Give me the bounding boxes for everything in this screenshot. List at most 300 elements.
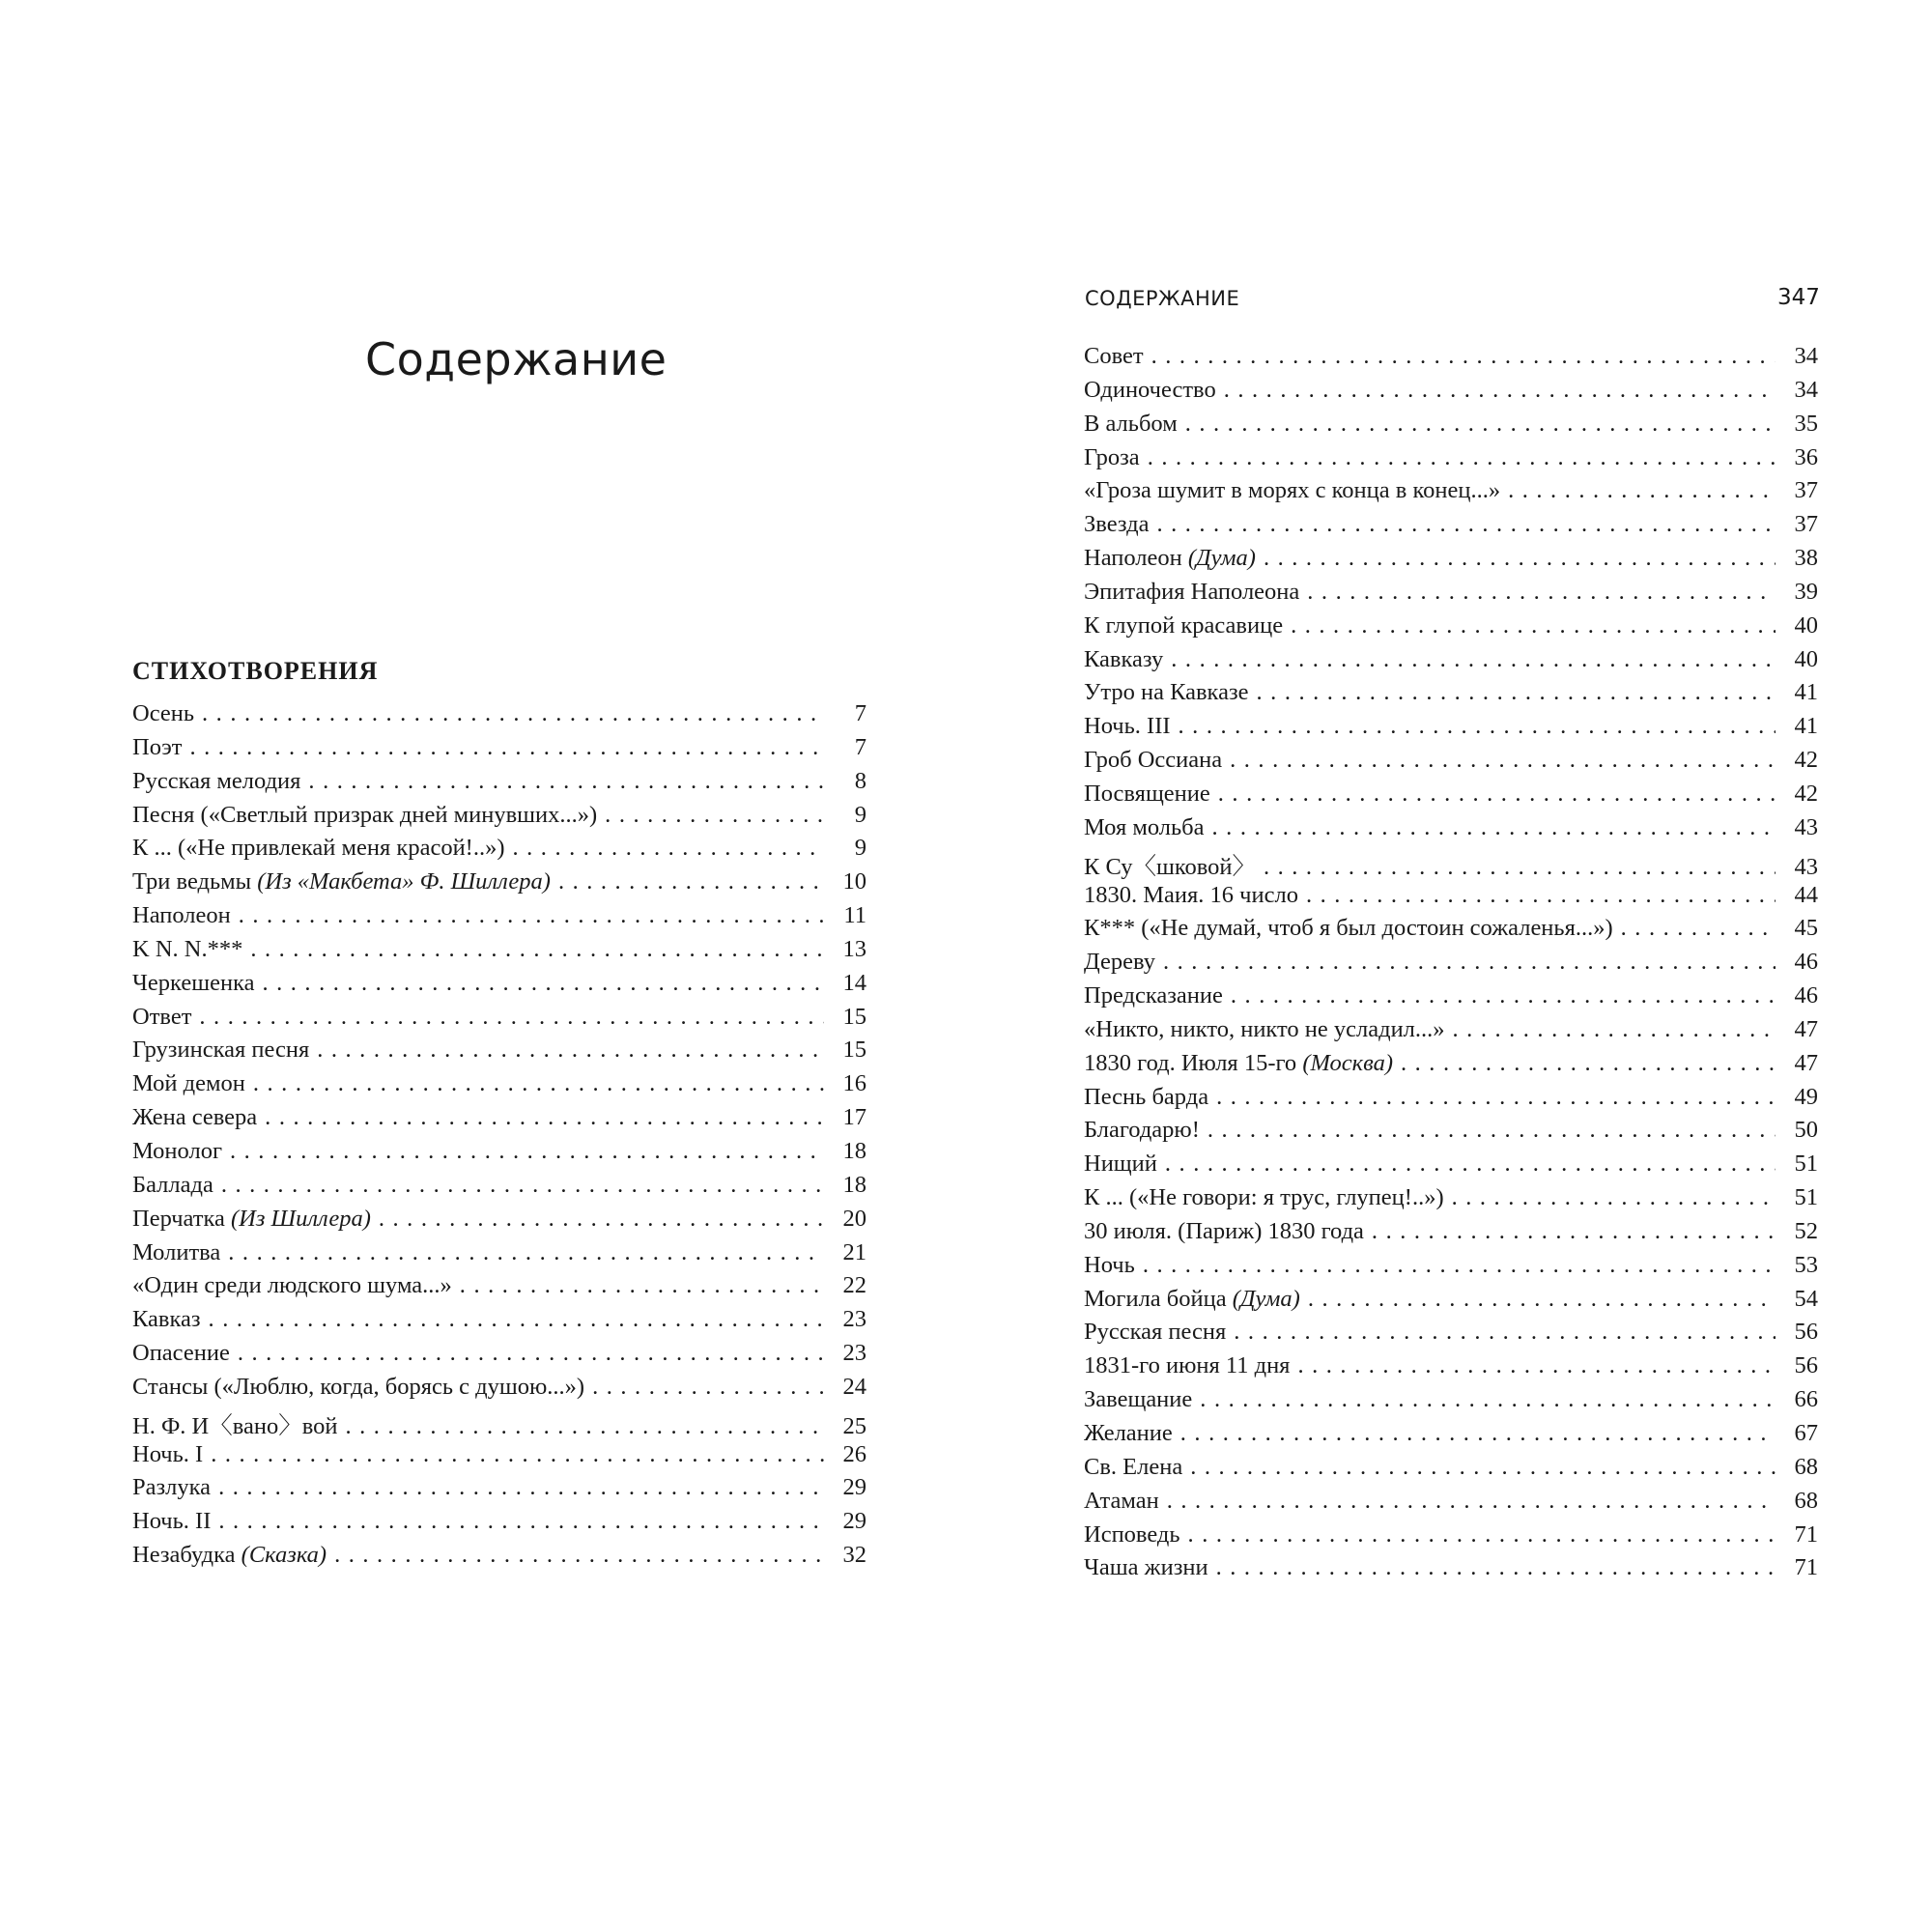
toc-entry-page: 9	[854, 801, 867, 828]
toc-entry-title-text: Жена севера	[132, 1104, 258, 1131]
toc-entry-title	[132, 734, 182, 761]
toc-entry-note: (Дума)	[1187, 545, 1256, 572]
toc-entry-title	[1084, 1521, 1180, 1548]
toc-entry-title-text: Незабудка	[132, 1542, 242, 1569]
toc-entry	[1084, 1521, 1818, 1555]
toc-entry-title	[132, 700, 194, 727]
toc-entry	[1084, 1352, 1818, 1386]
toc-entry-title	[1084, 477, 1500, 504]
dot-leader	[1224, 377, 1776, 404]
dot-leader	[1452, 1184, 1776, 1211]
toc-entry	[1084, 444, 1818, 478]
toc-entry-title	[132, 1306, 201, 1333]
toc-entry-page: 13	[842, 935, 867, 962]
dot-leader	[209, 1306, 824, 1333]
toc-entry-title	[1084, 444, 1140, 471]
toc-entry-title	[132, 1138, 222, 1165]
toc-entry-page: 10	[842, 868, 867, 895]
toc-entry	[1084, 612, 1818, 646]
dot-leader	[1297, 1352, 1776, 1379]
toc-entry-title-text: «Никто, никто, никто не усладил...»	[1084, 1015, 1445, 1042]
dot-leader	[1291, 612, 1776, 639]
toc-entry	[1084, 1050, 1818, 1084]
toc-entry-title	[132, 1508, 211, 1535]
toc-entry-page: 14	[842, 969, 867, 996]
toc-entry-title	[1084, 1184, 1444, 1211]
toc-entry-page: 9	[854, 835, 867, 862]
toc-entry-page: 42	[1794, 747, 1818, 774]
dot-leader	[346, 1413, 825, 1440]
toc-entry-page: 46	[1794, 982, 1818, 1009]
running-head: СОДЕРЖАНИЕ	[1085, 287, 1240, 310]
toc-entry-page: 35	[1794, 410, 1818, 437]
toc-entry	[1084, 1454, 1818, 1488]
toc-entry-title	[132, 1206, 371, 1233]
toc-entry-title	[1084, 1454, 1182, 1481]
toc-entry-title-text: Предсказание	[1084, 982, 1223, 1009]
toc-entry-page: 50	[1794, 1117, 1818, 1144]
toc-entry	[1084, 1252, 1818, 1286]
toc-entry-title	[132, 1474, 211, 1501]
toc-entry	[132, 1138, 867, 1172]
dot-leader	[1190, 1454, 1776, 1481]
toc-entry-page: 45	[1794, 915, 1818, 942]
toc-entry-title-text: Молитва	[132, 1238, 221, 1265]
toc-entry	[132, 1206, 867, 1239]
toc-entry-title	[1084, 612, 1283, 639]
toc-entry-title-text: К ... («Не говори: я трус, глупец!..»)	[1084, 1184, 1444, 1211]
toc-entry-note: (Из Шиллера)	[231, 1205, 371, 1232]
toc-entry-title	[132, 970, 254, 997]
right-page	[966, 0, 1932, 1932]
toc-entry-page: 17	[842, 1104, 867, 1131]
toc-entry-title-text: К*** («Не думай, чтоб я был достоин сожаленья...»)	[1084, 915, 1613, 942]
toc-entry-page: 44	[1794, 881, 1818, 908]
dot-leader	[1264, 854, 1776, 881]
toc-entry-title	[1084, 1319, 1226, 1346]
toc-entry-title-text: Благодарю!	[1084, 1117, 1200, 1144]
toc-entry	[1084, 1319, 1818, 1352]
toc-entry-title	[1084, 1117, 1200, 1144]
dot-leader	[189, 734, 824, 761]
dot-leader	[1306, 882, 1776, 909]
dot-leader	[1372, 1218, 1776, 1245]
dot-leader	[513, 835, 825, 862]
dot-leader	[1401, 1050, 1776, 1077]
toc-entry-title	[1084, 1084, 1208, 1111]
toc-entry-title	[1084, 747, 1222, 774]
dot-leader	[1621, 915, 1776, 942]
toc-entry	[132, 1340, 867, 1374]
toc-entry-page: 29	[842, 1508, 867, 1535]
toc-entry-title-text: Наполеон	[132, 902, 231, 929]
toc-entry-title-text: Атаман	[1084, 1487, 1159, 1514]
toc-entry-page: 43	[1794, 853, 1818, 880]
toc-entry-page: 52	[1794, 1217, 1818, 1244]
toc-entry-title	[1084, 781, 1210, 808]
toc-entry-page: 20	[842, 1205, 867, 1232]
toc-entry-title	[132, 868, 551, 895]
toc-entry-page: 32	[842, 1542, 867, 1569]
toc-entry-title-text: Мой демон	[132, 1070, 245, 1097]
toc-entry	[1084, 511, 1818, 545]
toc-entry	[132, 1508, 867, 1542]
toc-entry	[1084, 1016, 1818, 1050]
toc-entry	[132, 936, 867, 970]
toc-entry-page: 53	[1794, 1251, 1818, 1278]
dot-leader	[1165, 1151, 1776, 1178]
toc-entry-title-text: Нищий	[1084, 1151, 1157, 1178]
toc-entry-page: 66	[1794, 1386, 1818, 1413]
toc-entry	[132, 868, 867, 902]
dot-leader	[1264, 545, 1776, 572]
toc-entry-title	[1084, 1286, 1300, 1313]
toc-entry-title-text: 1830. Маия. 16 число	[1084, 881, 1298, 908]
toc-entry-page: 56	[1794, 1352, 1818, 1379]
toc-entry-page: 23	[842, 1306, 867, 1333]
toc-entry	[132, 1441, 867, 1475]
toc-entry-title-text: Песня («Светлый призрак дней минувших...»)	[132, 801, 598, 828]
toc-entry	[132, 835, 867, 868]
toc-entry-title	[1084, 848, 1256, 882]
toc-entry-title-text: Кавказу	[1084, 645, 1164, 672]
dot-leader	[211, 1441, 824, 1468]
toc-entry-note: (Дума)	[1232, 1285, 1300, 1312]
dot-leader	[1167, 1488, 1776, 1515]
toc-entry-page: 22	[842, 1272, 867, 1299]
toc-entry-title-text: К глупой красавице	[1084, 611, 1284, 639]
dot-leader	[1508, 477, 1776, 504]
toc-entry-title	[132, 835, 505, 862]
toc-entry-title-text: «Один среди людского шума...»	[132, 1272, 452, 1299]
toc-entry-title-text: Моя мольба	[1084, 813, 1205, 840]
toc-entry-title-text: Разлука	[132, 1474, 212, 1501]
dot-leader	[1185, 411, 1776, 438]
toc-entry-title	[1084, 814, 1205, 841]
toc-entry-title-text: Совет	[1084, 343, 1144, 369]
toc-entry-title	[132, 1239, 220, 1266]
toc-entry-title-text: 30 июля. (Париж) 1830 года	[1084, 1217, 1364, 1244]
toc-entry-title-text: Гроза	[1084, 443, 1140, 470]
toc-entry-title	[132, 1172, 213, 1199]
toc-entry-page: 43	[1794, 813, 1818, 840]
toc-entry-title	[1084, 1218, 1364, 1245]
dot-leader	[1171, 646, 1776, 673]
dot-leader	[317, 1037, 824, 1064]
toc-entry-title-text: Монолог	[132, 1137, 222, 1164]
toc-entry	[1084, 411, 1818, 444]
dot-leader	[1163, 949, 1776, 976]
toc-entry-title	[1084, 579, 1299, 606]
toc-entry-title	[1084, 1151, 1157, 1178]
toc-entry-title	[1084, 1252, 1135, 1279]
dot-leader	[308, 768, 824, 795]
toc-entry-title-text: Завещание	[1084, 1386, 1193, 1413]
toc-entry	[132, 1172, 867, 1206]
toc-entry-title-text: Кавказ	[132, 1306, 201, 1333]
toc-entry-page: 34	[1794, 376, 1818, 403]
toc-entry-title-text: К ... («Не привлекай меня красой!..»)	[132, 835, 505, 862]
toc-entry-title-text: Три ведьмы	[132, 868, 258, 895]
toc-entry	[1084, 1286, 1818, 1320]
page-number: 347	[1777, 285, 1820, 310]
toc-entry-title-text: Чаша жизни	[1084, 1554, 1208, 1581]
toc-entry	[132, 970, 867, 1004]
toc-entry-page: 7	[854, 700, 867, 726]
dot-leader	[202, 700, 824, 727]
toc-entry	[1084, 781, 1818, 814]
toc-entry	[132, 1004, 867, 1037]
toc-entry-title-text: Ночь	[1084, 1251, 1135, 1278]
toc-entry	[132, 1037, 867, 1070]
toc-list-right	[1084, 343, 1818, 1588]
toc-entry	[132, 700, 867, 734]
toc-entry-page: 40	[1794, 645, 1818, 672]
toc-entry-page: 29	[842, 1474, 867, 1501]
toc-entry-title	[132, 936, 242, 963]
toc-entry-title-text: Грузинская песня	[132, 1037, 310, 1064]
toc-entry	[1084, 1151, 1818, 1184]
toc-entry	[1084, 1386, 1818, 1420]
toc-entry-page: 36	[1794, 443, 1818, 470]
toc-entry-title	[132, 1004, 191, 1031]
toc-entry	[1084, 477, 1818, 511]
dot-leader	[1179, 713, 1776, 740]
toc-entry-page: 47	[1794, 1015, 1818, 1042]
toc-entry-title-text: Стансы («Люблю, когда, борясь с душою...»)	[132, 1373, 585, 1400]
toc-entry-title-text: Посвящение	[1084, 780, 1210, 807]
dot-leader	[334, 1542, 824, 1569]
toc-entry-page: 42	[1794, 780, 1818, 807]
toc-entry-page: 47	[1794, 1049, 1818, 1076]
toc-entry-title	[1084, 982, 1223, 1009]
toc-entry	[1084, 1554, 1818, 1588]
dot-leader	[239, 902, 824, 929]
toc-entry-page: 37	[1794, 511, 1818, 538]
toc-entry-title	[132, 1441, 203, 1468]
dot-leader	[1307, 579, 1776, 606]
toc-entry	[132, 1407, 867, 1441]
toc-entry-title-text: Баллада	[132, 1171, 213, 1198]
toc-entry	[1084, 1117, 1818, 1151]
toc-entry-title	[1084, 545, 1256, 572]
toc-entry-title-text: Могила бойца	[1084, 1285, 1233, 1312]
toc-entry-title-text: Ночь. I	[132, 1440, 204, 1467]
toc-entry	[132, 1272, 867, 1306]
toc-entry	[132, 1239, 867, 1273]
toc-entry	[1084, 915, 1818, 949]
toc-entry-page: 39	[1794, 578, 1818, 605]
toc-entry	[132, 1306, 867, 1340]
toc-entry	[132, 1104, 867, 1138]
dot-leader	[1208, 1117, 1776, 1144]
toc-entry-page: 49	[1794, 1083, 1818, 1110]
dot-leader	[1156, 511, 1776, 538]
toc-entry-title-text: Исповедь	[1084, 1520, 1180, 1548]
toc-entry-page: 46	[1794, 949, 1818, 976]
toc-entry-title	[1084, 377, 1216, 404]
toc-entry-title	[1084, 949, 1155, 976]
toc-entry-title-text: K N. N.***	[132, 935, 243, 962]
toc-entry	[132, 1070, 867, 1104]
toc-entry-page: 71	[1794, 1520, 1818, 1548]
toc-entry	[132, 768, 867, 802]
dot-leader	[262, 970, 824, 997]
dot-leader	[1143, 1252, 1776, 1279]
toc-entry	[1084, 579, 1818, 612]
toc-entry-note: (Из «Макбета» Ф. Шиллера)	[257, 868, 551, 895]
toc-entry-page: 24	[842, 1373, 867, 1400]
toc-entry-page: 23	[842, 1340, 867, 1367]
dot-leader	[218, 1474, 824, 1501]
toc-entry-title	[1084, 1386, 1192, 1413]
dot-leader	[1216, 1084, 1776, 1111]
toc-entry	[1084, 949, 1818, 982]
toc-entry-title	[1084, 1050, 1393, 1077]
toc-entry	[132, 1474, 867, 1508]
dot-leader	[199, 1004, 824, 1031]
toc-entry-note: (Москва)	[1302, 1049, 1393, 1076]
toc-entry-page: 18	[842, 1171, 867, 1198]
toc-entry-page: 11	[843, 902, 867, 929]
toc-entry-page: 40	[1794, 611, 1818, 639]
dot-leader	[1200, 1386, 1776, 1413]
toc-entry-title-text: Русская мелодия	[132, 767, 301, 794]
toc-entry-title-text: Эпитафия Наполеона	[1084, 578, 1300, 605]
toc-entry-title	[1084, 511, 1149, 538]
dot-leader	[1257, 679, 1776, 706]
toc-entry-title	[132, 1104, 257, 1131]
toc-entry-title	[1084, 713, 1171, 740]
toc-entry-title-text: Гроб Оссиана	[1084, 747, 1223, 774]
toc-entry-title	[132, 1374, 584, 1401]
toc-entry-page: 68	[1794, 1487, 1818, 1514]
dot-leader	[1453, 1016, 1776, 1043]
toc-entry-title	[132, 802, 597, 829]
toc-entry	[1084, 343, 1818, 377]
toc-entry-title-text: Дереву	[1084, 949, 1155, 976]
dot-leader	[1180, 1420, 1776, 1447]
dot-leader	[592, 1374, 824, 1401]
toc-entry-title	[132, 1037, 309, 1064]
toc-entry	[1084, 646, 1818, 680]
toc-entry-page: 54	[1794, 1285, 1818, 1312]
toc-entry	[132, 1374, 867, 1407]
toc-entry-page: 34	[1794, 343, 1818, 369]
toc-entry-page: 7	[854, 733, 867, 760]
dot-leader	[265, 1104, 824, 1131]
toc-entry-page: 41	[1794, 679, 1818, 706]
toc-list-left	[132, 700, 867, 1576]
dot-leader	[605, 802, 824, 829]
toc-entry	[1084, 747, 1818, 781]
dot-leader	[221, 1172, 824, 1199]
toc-entry-title-text: «Гроза шумит в морях с конца в конец...»	[1084, 477, 1501, 504]
toc-entry	[132, 1542, 867, 1576]
dot-leader	[218, 1508, 824, 1535]
toc-entry	[1084, 679, 1818, 713]
toc-entry-title	[1084, 679, 1249, 706]
toc-entry-page: 71	[1794, 1554, 1818, 1581]
dot-leader	[1212, 814, 1776, 841]
toc-entry-title-text: Ночь. II	[132, 1508, 212, 1535]
toc-entry-title	[132, 1070, 245, 1097]
toc-entry-note: (Сказка)	[241, 1542, 327, 1569]
toc-entry-page: 25	[842, 1412, 867, 1439]
toc-entry-page: 18	[842, 1137, 867, 1164]
dot-leader	[379, 1206, 824, 1233]
toc-entry-page: 16	[842, 1070, 867, 1097]
toc-entry-title	[132, 1542, 327, 1569]
toc-entry	[1084, 377, 1818, 411]
dot-leader	[1308, 1286, 1776, 1313]
toc-entry-title-text: 1831-го июня 11 дня	[1084, 1352, 1291, 1379]
dot-leader	[1231, 982, 1776, 1009]
toc-entry	[1084, 545, 1818, 579]
toc-entry-title-text: Поэт	[132, 733, 183, 760]
toc-entry-title	[1084, 1352, 1290, 1379]
toc-entry-title-text: Одиночество	[1084, 376, 1216, 403]
toc-entry-title-text: Ответ	[132, 1003, 192, 1030]
toc-entry-page: 15	[842, 1003, 867, 1030]
toc-entry-title-text: Наполеон	[1084, 545, 1188, 572]
dot-leader	[558, 868, 824, 895]
toc-entry	[1084, 982, 1818, 1016]
toc-entry	[1084, 848, 1818, 882]
dot-leader	[1151, 343, 1776, 370]
page-title: Содержание	[365, 333, 668, 385]
dot-leader	[460, 1272, 824, 1299]
toc-entry-page: 15	[842, 1037, 867, 1064]
toc-entry-title-text: Н. Ф. И〈вано〉вой	[132, 1412, 338, 1439]
toc-entry-title	[132, 1272, 452, 1299]
toc-entry-page: 68	[1794, 1453, 1818, 1480]
toc-entry-title-text: Св. Елена	[1084, 1453, 1183, 1480]
toc-entry-title	[1084, 1016, 1445, 1043]
section-heading: СТИХОТВОРЕНИЯ	[132, 657, 379, 685]
toc-entry-title-text: Перчатка	[132, 1205, 232, 1232]
dot-leader	[228, 1239, 824, 1266]
toc-entry-title-text: Песнь барда	[1084, 1083, 1209, 1110]
toc-entry-title-text: Русская песня	[1084, 1319, 1227, 1346]
toc-entry	[1084, 814, 1818, 848]
toc-entry-page: 51	[1794, 1184, 1818, 1211]
toc-entry-title	[1084, 1554, 1208, 1581]
dot-leader	[1218, 781, 1776, 808]
toc-entry-title	[1084, 882, 1298, 909]
dot-leader	[230, 1138, 824, 1165]
toc-entry-title-text: Звезда	[1084, 511, 1150, 538]
toc-entry-title	[132, 902, 231, 929]
dot-leader	[238, 1340, 824, 1367]
toc-entry-title-text: Опасение	[132, 1340, 230, 1367]
dot-leader	[1230, 747, 1776, 774]
toc-entry	[1084, 882, 1818, 916]
toc-entry-page: 56	[1794, 1319, 1818, 1346]
toc-entry-page: 37	[1794, 477, 1818, 504]
toc-entry	[1084, 1218, 1818, 1252]
toc-entry-page: 26	[842, 1440, 867, 1467]
toc-entry-title-text: 1830 год. Июля 15-го	[1084, 1049, 1303, 1076]
dot-leader	[253, 1070, 824, 1097]
toc-entry	[132, 802, 867, 836]
toc-entry-page: 38	[1794, 545, 1818, 572]
dot-leader	[250, 936, 824, 963]
toc-entry	[1084, 1184, 1818, 1218]
dot-leader	[1216, 1554, 1776, 1581]
toc-entry-title-text: Черкешенка	[132, 969, 255, 996]
toc-entry-page: 21	[842, 1238, 867, 1265]
